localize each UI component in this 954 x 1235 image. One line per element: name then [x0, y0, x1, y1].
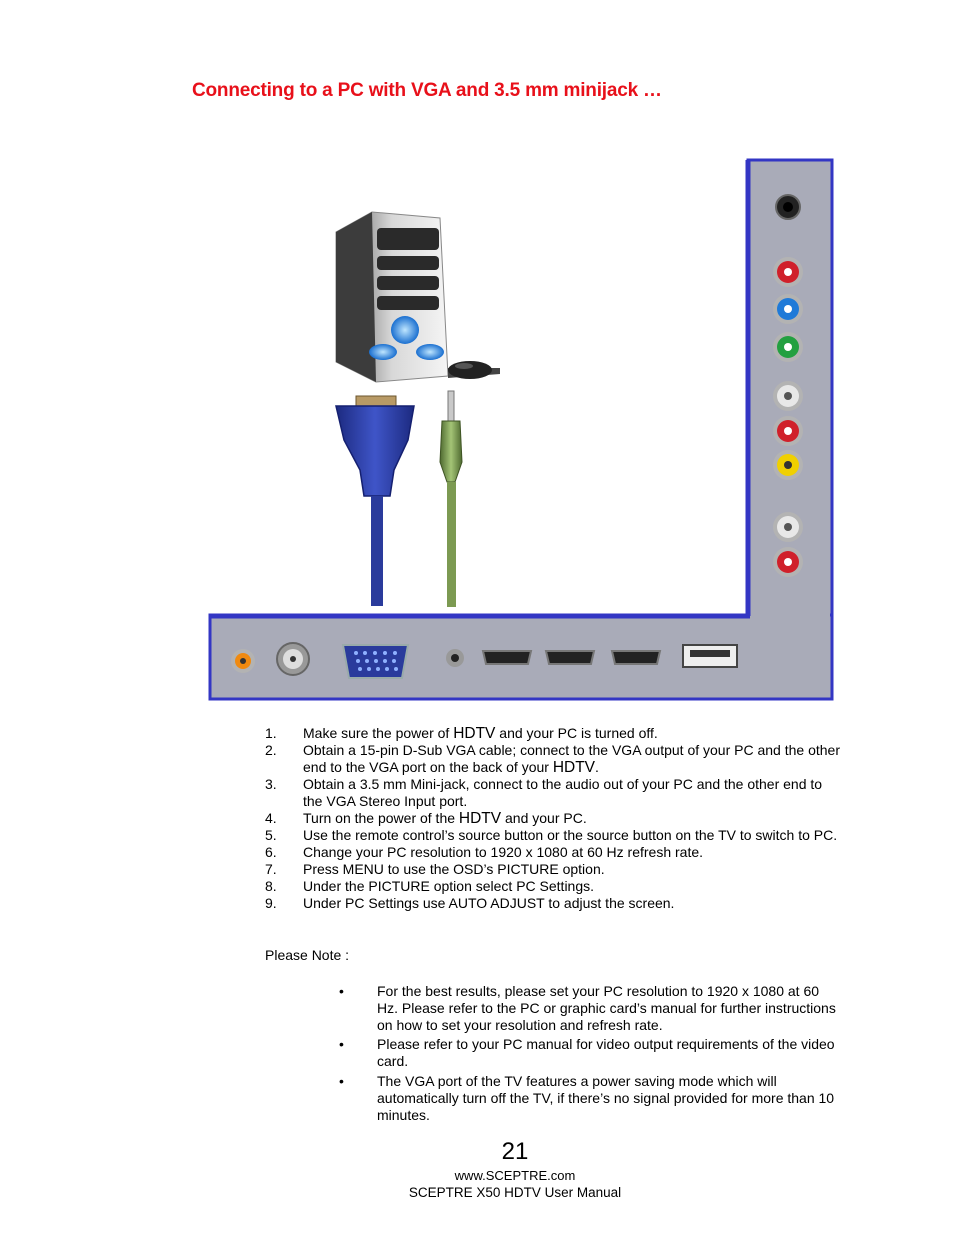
vga-cable-icon [336, 396, 414, 606]
step-item: 6. Change your PC resolution to 1920 x 1080 at 60 Hz refresh rate. [265, 844, 704, 860]
page-number: 21 [501, 1138, 529, 1165]
step-item: 5. Use the remote control’s source button or the source button on the TV to switch to PC. [265, 827, 838, 843]
bullet-icon: • [339, 1036, 344, 1052]
coax-antenna-icon [277, 643, 309, 675]
note-list [337, 983, 837, 1126]
step-item: 8. Under the PICTURE option select PC Settings. [265, 878, 595, 894]
hdmi-port-2-icon [546, 651, 594, 664]
vga-port-icon [343, 645, 408, 678]
audio-white-jack-icon [773, 512, 803, 542]
step-item: 1. Make sure the power of HDTV and your PC is turned off. [265, 725, 658, 742]
pc-tower-icon [336, 212, 500, 382]
note-item: • Please refer to your PC manual for video output requirements of the video card. [339, 1036, 835, 1069]
component-red-jack-icon [773, 257, 803, 287]
step-item: 4. Turn on the power of the HDTV and your PC. [265, 810, 587, 827]
page-title: Connecting to a PC with VGA and 3.5 mm minijack … [192, 80, 662, 101]
hdmi-port-3-icon [612, 651, 660, 664]
av-white-jack-icon [773, 381, 803, 411]
usb-port-icon [683, 645, 737, 667]
mouse-icon [448, 361, 492, 379]
component-blue-jack-icon [773, 294, 803, 324]
step-item: 3. Obtain a 3.5 mm Mini-jack, connect to the audio out of your PC and the other end to the VGA Stereo Input port. [265, 776, 823, 809]
audio-red-jack-icon [773, 547, 803, 577]
bullet-icon: • [339, 983, 344, 999]
note-label: Please Note : [265, 947, 350, 963]
footer-website: www.SCEPTRE.com [454, 1168, 576, 1183]
step-item: 7. Press MENU to use the OSD’s PICTURE option. [265, 861, 605, 877]
instruction-steps [265, 725, 840, 912]
note-item: • The VGA port of the TV features a power saving mode which will automatically turn off the TV, if there’s no signal provided for more than 10 minutes. [339, 1073, 835, 1123]
tv-back-panel [210, 160, 832, 699]
footer-manual-title: SCEPTRE X50 HDTV User Manual [408, 1185, 622, 1200]
av-red-jack-icon [773, 416, 803, 446]
minijack-cable-icon [440, 391, 462, 607]
step-item: 9. Under PC Settings use AUTO ADJUST to adjust the screen. [265, 895, 675, 911]
note-item: • For the best results, please set your PC resolution to 1920 x 1080 at 60 Hz. Please refer to the PC or graphic card’s manual for further instructions on how to set your resolution and refresh rate. [339, 983, 836, 1033]
step-item: 2. Obtain a 15-pin D-Sub VGA cable; connect to the VGA output of your PC and the other end to the VGA port on the back of your HDTV. [265, 742, 840, 776]
spdif-jack-icon [231, 649, 255, 673]
component-green-jack-icon [773, 332, 803, 362]
av-yellow-jack-icon [773, 450, 803, 480]
hdmi-port-1-icon [483, 651, 531, 664]
bullet-icon: • [339, 1073, 344, 1089]
pc-audio-jack-icon [446, 649, 464, 667]
